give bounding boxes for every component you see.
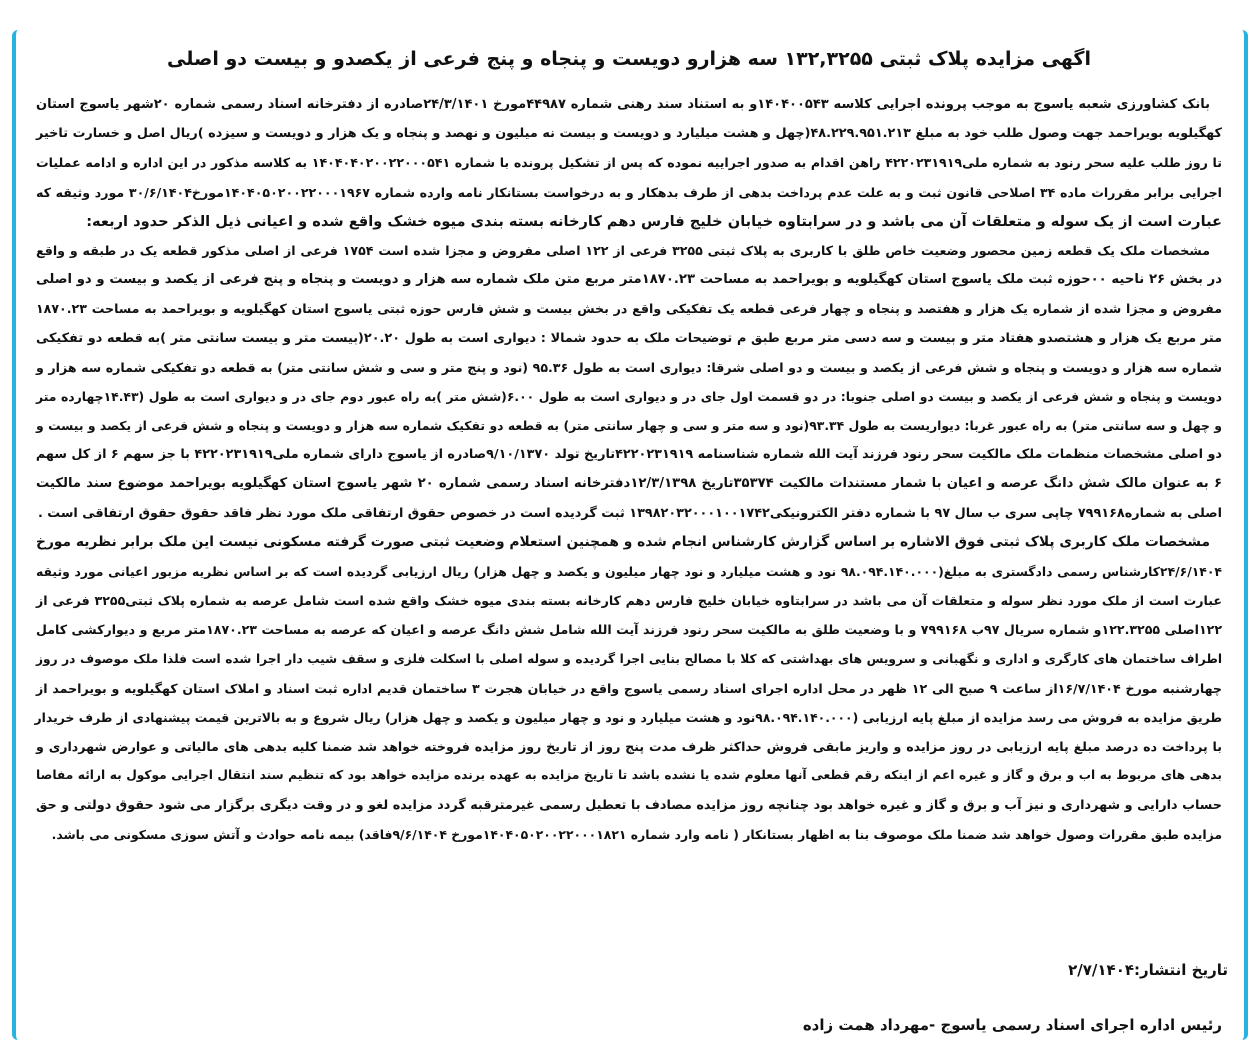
notice-body — [36, 90, 1222, 849]
notice-line: تا روز طلب علیه سحر رنود به شماره ملی۴۲۲۰۲۳۱۹۱۹ راهن اقدام به صدور اجراییه نموده که پس از تشکیل پرونده با شماره ۱۴۰۴۰۴۰۲۰۰۲۲۰۰۰۵۴۱ به کلاسه مذکور در این اداره و ادامه عملیات — [36, 155, 1222, 171]
notice-line: ۲۴/۶/۱۴۰۴کارشناس رسمی دادگستری به مبلغ(۹۸.۰۹۴.۱۴۰.۰۰۰ نود و هشت میلیارد و نود چهار میلیون و یکصد و چهل هزار) ریال ارزیابی گردیده است که بر اساس نظریه مزبور اعیانی مورد وثیقه — [36, 564, 1222, 579]
notice-line: دو اصلی مشخصات منظمات ملک مالکیت سحر رنود فرزند آیت الله شماره شناسنامه ۴۲۲۰۲۳۱۹۱۹تاریخ تولد ۹/۱۰/۱۳۷۰صادره از یاسوج دارای شماره ملی۴۲۲۰۲۳۱۹۱۹ با جز سهم ۶ از کل سهم — [35, 447, 1222, 463]
notice-line: در بخش ۲۶ ناحیه ۰۰حوزه ثبت ملک یاسوج استان کهگیلویه و بویراحمد به مساحت ۱۸۷۰.۲۳متر مربع متن ملک شماره سه هزار و دویست و پنجاه و پنج فرعی از یکصد و بیست و دو اصلی — [36, 272, 1223, 288]
publish-date: تاریخ انتشار:۲/۷/۱۴۰۴ — [1068, 961, 1228, 979]
notice-line: مزایده طبق مقررات وصول خواهد شد ضمنا ملک موصوف بنا به اظهار بستانکار ( نامه وارد شماره ۱۴۰۴۰۵۰۲۰۰۲۲۰۰۰۱۸۲۱مورخ ۹/۶/۱۴۰۴فاقد) بیمه نامه حوادث و آتش سوزی مسکونی می باشد. — [51, 826, 1222, 842]
notice-line: طریق مزایده به فروش می رسد مزایده از مبلغ پایه ارزیابی (۹۸.۰۹۴.۱۴۰.۰۰۰نود و هشت میلیارد و نود و چهار میلیون و یکصد و چهل هزار) ریال شروع و به بالاترین قیمت پیشنهادی از طرف خریدار — [34, 709, 1222, 725]
notice-line: مشخصات ملک کاربری پلاک ثبتی فوق الاشاره بر اساس گزارش کارشناس انجام شده و همچنین استعلام وضعیت ثبتی صورت گرفته مسکونی نیست این ملک برابر نظریه مورخ — [36, 533, 1210, 550]
notice-line: عبارت است از یک سوله و متعلقات آن می باشد و در سرابتاوه خیابان خلیج فارس دهم کارخانه بسته بندی میوه خشک واقع شده و اعیانی ذیل الذکر حدود اربعه: — [86, 212, 1222, 230]
notice-title: اگهی مزایده پلاک ثبتی ۱۳۲,۳۲۵۵ سه هزارو دویست و پنجاه و پنج فرعی از یکصدو و بیست دو اصلی — [166, 48, 1091, 70]
notice-line: اجرایی برابر مقررات ماده ۳۴ اصلاحی قانون ثبت و به علت عدم پرداخت بدهی از طرف بدهکار و به درخواست بستانکار نامه وارده شماره ۱۴۰۴۰۵۰۲۰۰۲۲۰۰۰۱۹۶۷مورخ۳۰/۶/۱۴۰۴ مورد وثیقه که — [36, 184, 1222, 200]
notice-line: و چهل و سه سانتی متر) به راه عبور غربا: دیواریست به طول ۹۳.۳۴(نود و سه متر و سی و چهار سانتی متر) به قطعه دو تفکیک شماره سه هزار و دویست و پنجاه و شش فرعی از یکصد و بیست و — [36, 418, 1222, 434]
notice-line: شماره سه هزار و دویست و پنجاه و شش فرعی از یکصد و بیست و دو اصلی شرقا: دیواری است به طول ۹۵.۳۶ (نود و پنج متر و سی و شش سانتی متر) به قطعه دو تفکیکی شماره سه هزار و — [36, 359, 1222, 375]
notice-line: بدهی های مربوط به اب و برق و گاز و غیره اعم از اینکه رقم قطعی آنها معلوم شده یا نشده باشد تا تاریخ مزایده به عهده برنده مزایده خواهد بود که تنظیم سند انتقال اجرایی موکول به ارائه مفاصا — [36, 768, 1222, 783]
notice-line: ۱۲۲اصلی ۱۲۲.۳۲۵۵و شماره سریال ۹۷ب ۷۹۹۱۶۸ و با وضعیت طلق به مالکیت سحر رنود فرزند آیت الله شامل شش دانگ عرصه و اعیان که عرصه به مساحت ۱۸۷۰.۲۳متر مربع و دیوارکشی کامل — [36, 622, 1223, 638]
notice-line: متر مربع یک هزار و هشتصدو هفتاد متر و بیست و سه دسی متر مربع طبق م توضیحات ملک به حدود شمالا : دیواری است به طول ۲۰.۲۰(بیست متر و بیست سانتی متر )به قطعه دو تفکیکی — [36, 330, 1223, 346]
notice-line: دویست و پنجاه و شش فرعی از یکصد و بیست دو اصلی جنوبا: در دو قسمت اول جای در و دیواری است به طول ۶.۰۰(شش متر )به راه عبور دوم جای در و دیواری است به طول (۱۴.۴۳چهارده متر — [36, 388, 1222, 404]
notice-line: اطراف ساختمان های کارگری و اداری و نگهبانی و سرویس های بهداشتی که کلا با مصالح بنایی اجرا گردیده و سوله اصلی با اسکلت فلزی و سقف شیب دار اجرا شده است فلذا ملک موصوف در روز — [36, 651, 1222, 666]
notice-line: حساب دارایی و شهرداری و نیز آب و برق و گاز و غیره خواهد بود چنانچه روز مزایده مصادف با تعطیل رسمی غیرمترقبه گردد مزایده لغو و در وقت دیگری برگزار می شود حقوق دولتی و حق — [36, 797, 1222, 813]
notice-line: عبارت است از ملک مورد نظر سوله و متعلقات آن می باشد در سرابتاوه خیابان خلیج فارس دهم کارخانه بسته بندی میوه خشک واقع شده است شامل عرصه به شماره پلاک ثبتی۳۲۵۵ فرعی از — [36, 593, 1222, 609]
notice-line: مفروض و مجزا شده از شماره یک هزار و هفتصد و پنجاه و چهار فرعی قطعه یک تفکیکی واقع در بخش بیست و شش فارس حوزه ثبتی یاسوج استان کهگیلویه و بویراحمد به مساحت ۱۸۷۰.۲۳ — [36, 301, 1222, 317]
notice-line: چهارشنبه مورخ ۱۶/۷/۱۴۰۴از ساعت ۹ صبح الی ۱۲ ظهر در محل اداره اجرای اسناد رسمی یاسوج واقع در خیابان هجرت ۳ ساختمان قدیم اداره ثبت اسناد و املاک استان کهگیلویه و بویراحمد از — [36, 680, 1222, 696]
notice-line: بانک کشاورزی شعبه یاسوج به موجب پرونده اجرایی کلاسه ۱۴۰۴۰۰۵۴۳و به استناد سند رهنی شماره ۴۴۹۸۷مورخ ۲۴/۳/۱۴۰۱صادره از دفترخانه اسناد رسمی شماره ۲۰شهر یاسوج استان — [36, 97, 1210, 112]
notice-line: ۶ به عنوان مالک شش دانگ عرصه و اعیان با شمار مستندات مالکیت ۳۵۳۷۴تاریخ ۱۲/۳/۱۳۹۸دفترخانه اسناد رسمی شماره ۲۰ شهر یاسوج استان کهگیلویه بویراحمد موضوع سند مالکیت — [36, 476, 1222, 492]
notice-line: کهگیلویه بویراحمد جهت وصول طلب خود به مبلغ ۴۸.۲۲۹.۹۵۱.۲۱۳(چهل و هشت میلیارد و دویست و بیست نه میلیون و نهصد و پنجاه و یک هزار و دویست و سیزده )ریال اصل و خسارت تاخیر — [36, 126, 1222, 142]
notice-line: مشخصات ملک یک قطعه زمین محصور وضعیت خاص طلق با کاربری به پلاک ثبتی ۳۲۵۵ فرعی از ۱۲۲ اصلی مفروض و مجزا شده است ۱۷۵۴ فرعی از اصلی مذکور قطعه یک در طبقه و واقع — [36, 242, 1210, 258]
signature: رئیس اداره اجرای اسناد رسمی یاسوج -مهرداد همت زاده — [802, 1016, 1222, 1034]
notice-line: اصلی به شماره۷۹۹۱۶۸ چاپی سری ب سال ۹۷ با شماره دفتر الکترونیکی۱۳۹۸۲۰۳۲۰۰۰۱۰۰۱۷۴۲ ثبت گردیده است در خصوص حقوق ارتفاقی ملک مورد نظر فاقد حقوق حقوق ارتفاقی است . — [37, 505, 1222, 521]
notice-line: با پرداخت ده درصد مبلغ پایه ارزیابی در روز مزایده و واریز مابقی فروش حداکثر ظرف مدت پنج روز از تاریخ روز مزایده فروخته خواهد شد ضمنا کلیه بدهی های مالیاتی و عوارض شهرداری و — [36, 739, 1222, 755]
